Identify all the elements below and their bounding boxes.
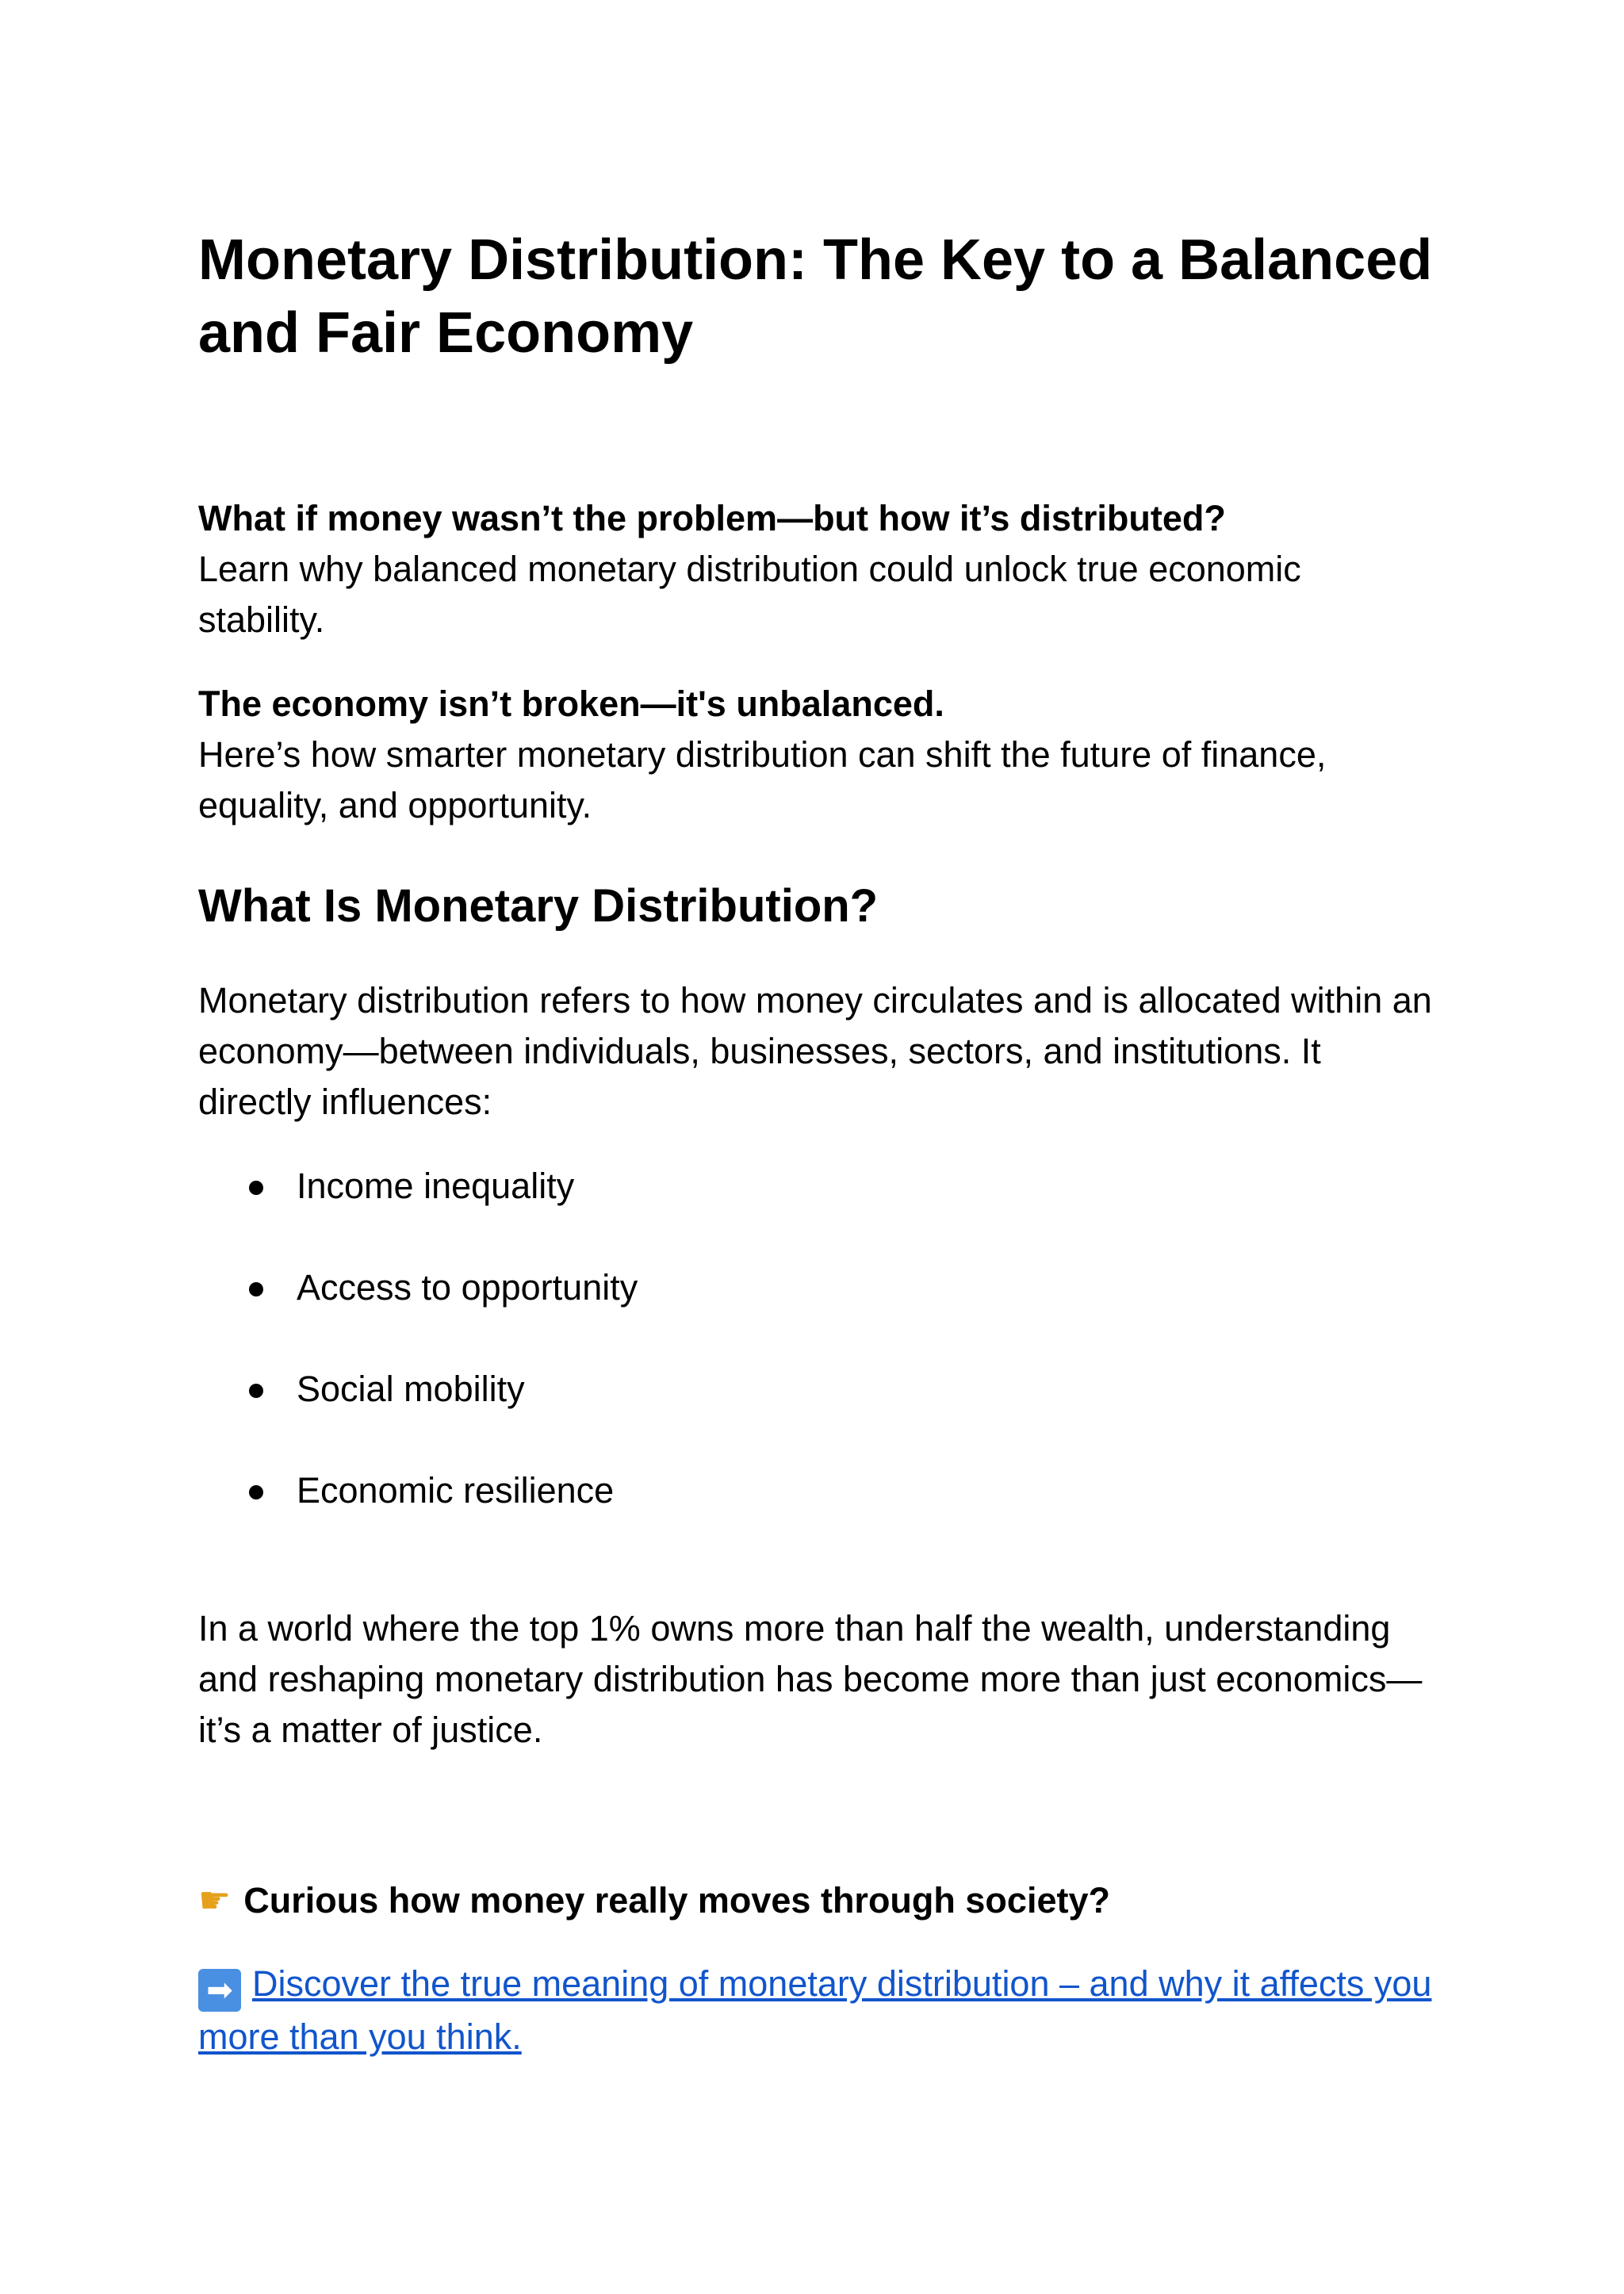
list-item: Social mobility bbox=[198, 1364, 638, 1465]
cta-prompt bbox=[198, 1875, 1435, 1926]
document-title: Monetary Distribution: The Key to a Balanced and Fair Economy bbox=[198, 228, 1433, 365]
definition-paragraph: Monetary distribution refers to how money circulates and is allocated within an economy—between individuals, businesses, sectors, and institutions. It directly influences: bbox=[198, 980, 1432, 1122]
closing-paragraph: In a world where the top 1% owns more than half the wealth, understanding and reshaping monetary distribution has become more than just economics—it’s a matter of justice. bbox=[198, 1608, 1423, 1750]
discover-link[interactable]: Discover the true meaning of monetary distribution – and why it affects you more than you think. bbox=[198, 1963, 1432, 2057]
pointing-hand-icon: ☛ bbox=[198, 1878, 232, 1921]
cta-prompt-text: Curious how money really moves through society? bbox=[243, 1880, 1110, 1921]
bullet-icon bbox=[249, 1181, 263, 1195]
section-heading: What Is Monetary Distribution? bbox=[198, 880, 879, 932]
right-arrow-icon: ➡ bbox=[198, 1969, 241, 2012]
influence-list bbox=[198, 1161, 638, 1567]
bullet-icon bbox=[249, 1282, 263, 1296]
list-item: Access to opportunity bbox=[198, 1262, 638, 1364]
bullet-icon bbox=[249, 1384, 263, 1398]
intro-1-lead: What if money wasn’t the problem—but how it’s distributed? bbox=[198, 498, 1226, 538]
list-item: Economic resilience bbox=[198, 1465, 638, 1567]
list-item: Income inequality bbox=[198, 1161, 638, 1262]
intro-paragraph-2 bbox=[198, 679, 1435, 831]
intro-2-text: Here’s how smarter monetary distribution can shift the future of finance, equality, and opportunity. bbox=[198, 734, 1327, 825]
intro-1-text: Learn why balanced monetary distribution could unlock true economic stability. bbox=[198, 549, 1301, 640]
intro-2-lead: The economy isn’t broken—it's unbalanced. bbox=[198, 684, 944, 724]
cta-link-paragraph bbox=[198, 1959, 1435, 2062]
bullet-icon bbox=[249, 1485, 263, 1499]
intro-paragraph-1 bbox=[198, 493, 1435, 645]
